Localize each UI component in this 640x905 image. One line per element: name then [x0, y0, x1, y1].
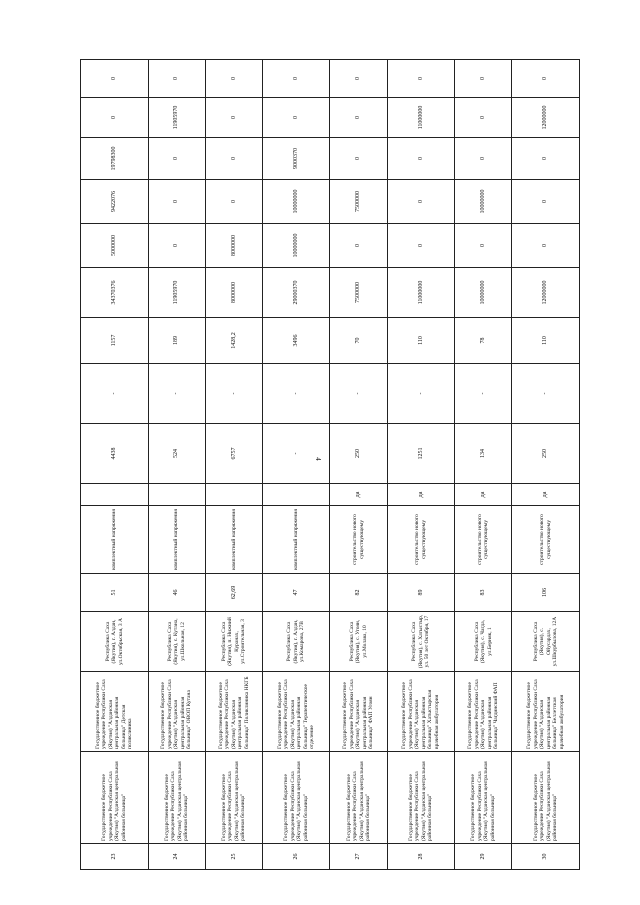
cell-operator: Государственное бюджетное учреждение Республики Саха (Якутия) "Алданская центральная районная больница" Детская поликлиника	[81, 672, 149, 752]
cell-address: Республика Саха (Якутия), с. Хатыстыр, ул. 50 лет Октября, 17	[387, 612, 455, 672]
cell-h: 0	[205, 98, 262, 138]
cell-g: 0	[148, 138, 205, 180]
cell-b: -	[205, 364, 262, 424]
cell-operator: Государственное бюджетное учреждение Республики Саха (Якутия) "Алданская центральная районная больница" ОВОП Кутана	[148, 672, 205, 752]
cell-d: 12000000	[512, 268, 580, 318]
cell-e: 0	[330, 224, 387, 268]
cell-f: 10000000	[262, 180, 330, 224]
cell-b: -	[387, 364, 455, 424]
cell-customer: Государственное бюджетное учреждение Республики Саха (Якутия) "Алданская центральная районная больница"	[512, 752, 580, 844]
cell-g: 0	[455, 138, 512, 180]
cell-work: комплектный напряжения	[148, 506, 205, 574]
cell-h: 0	[455, 98, 512, 138]
cell-lvl: да	[330, 484, 387, 506]
cell-n: 27	[330, 844, 387, 870]
cell-f: 0	[387, 180, 455, 224]
cell-n: 24	[148, 844, 205, 870]
table-row	[387, 60, 455, 870]
table-row	[330, 60, 387, 870]
rotated-table-container	[80, 60, 580, 870]
cell-f: 7500000	[330, 180, 387, 224]
cell-f: 10000000	[455, 180, 512, 224]
cell-customer: Государственное бюджетное учреждение Республики Саха (Якутия) "Алданская центральная районная больница"	[387, 752, 455, 844]
cell-d: 11000000	[387, 268, 455, 318]
cell-c: 70	[330, 318, 387, 364]
cell-c: 189	[148, 318, 205, 364]
page-number: 4	[313, 457, 322, 461]
cell-i: 0	[455, 60, 512, 98]
cell-h: 0	[262, 98, 330, 138]
cell-e: 10000000	[262, 224, 330, 268]
cell-f: 9422076	[81, 180, 149, 224]
cell-i: 0	[512, 60, 580, 98]
cell-work: строительство нового существующему	[455, 506, 512, 574]
cell-f: 0	[148, 180, 205, 224]
cell-g: 0	[387, 138, 455, 180]
cell-power: 83	[455, 574, 512, 612]
cell-f: 0	[205, 180, 262, 224]
cell-b: -	[148, 364, 205, 424]
cell-c: 110	[387, 318, 455, 364]
cell-n: 26	[262, 844, 330, 870]
cell-work: комплектный напряжения	[81, 506, 149, 574]
cell-h: 11000000	[387, 98, 455, 138]
document-sheet	[80, 60, 580, 870]
cell-d: 10000000	[455, 268, 512, 318]
cell-operator: Государственное бюджетное учреждение Республики Саха (Якутия) "Алданская центральная районная больница" Поликлиника НКГБ	[205, 672, 262, 752]
cell-i: 0	[262, 60, 330, 98]
cell-a: 134	[455, 424, 512, 484]
data-table	[80, 59, 580, 870]
cell-a: 250	[512, 424, 580, 484]
cell-c: 1157	[81, 318, 149, 364]
cell-n: 23	[81, 844, 149, 870]
cell-h: 11905970	[148, 98, 205, 138]
table-row	[455, 60, 512, 870]
cell-lvl: да	[387, 484, 455, 506]
cell-power: 106	[512, 574, 580, 612]
cell-c: 1428,2	[205, 318, 262, 364]
cell-b: -	[81, 364, 149, 424]
table-row	[205, 60, 262, 870]
cell-address: Республика Саха (Якутия), п. Нижний Куранах, ул.Строительная, 3	[205, 612, 262, 672]
table-row	[81, 60, 149, 870]
cell-a: 524	[148, 424, 205, 484]
cell-n: 30	[512, 844, 580, 870]
table-body	[81, 60, 580, 870]
cell-a: 1251	[387, 424, 455, 484]
cell-lvl: да	[512, 484, 580, 506]
cell-work: строительство нового существующему	[330, 506, 387, 574]
cell-b: -	[262, 364, 330, 424]
cell-address: Республика Саха (Якутия), г. Алдан, ул.Комарова, 27В	[262, 612, 330, 672]
cell-power: 46	[148, 574, 205, 612]
cell-n: 29	[455, 844, 512, 870]
cell-customer: Государственное бюджетное учреждение Республики Саха (Якутия) "Алданская центральная районная больница"	[205, 752, 262, 844]
cell-d: 34370376	[81, 268, 149, 318]
cell-c: 110	[512, 318, 580, 364]
cell-power: 89	[387, 574, 455, 612]
cell-work: комплектный напряжения	[262, 506, 330, 574]
cell-address: Республика Саха (Якутия), с. Ойусардах, ул.Шкурбылова, 12А	[512, 612, 580, 672]
cell-work: строительство нового существующему	[512, 506, 580, 574]
cell-customer: Государственное бюджетное учреждение Республики Саха (Якутия) "Алданская центральная районная больница"	[262, 752, 330, 844]
cell-customer: Государственное бюджетное учреждение Республики Саха (Якутия) "Алданская центральная районная больница"	[81, 752, 149, 844]
cell-n: 25	[205, 844, 262, 870]
cell-a: 250	[330, 424, 387, 484]
cell-lvl	[205, 484, 262, 506]
cell-i: 0	[148, 60, 205, 98]
cell-lvl	[148, 484, 205, 506]
cell-d: 11905970	[148, 268, 205, 318]
cell-a: -	[262, 424, 330, 484]
cell-customer: Государственное бюджетное учреждение Республики Саха (Якутия) "Алданская центральная районная больница"	[330, 752, 387, 844]
cell-g: 19798300	[81, 138, 149, 180]
cell-f: 0	[512, 180, 580, 224]
cell-n: 28	[387, 844, 455, 870]
cell-power: 62,69	[205, 574, 262, 612]
cell-d: 8000000	[205, 268, 262, 318]
cell-operator: Государственное бюджетное учреждение Республики Саха (Якутия) "Алданская центральная районная больница" ФАП Угоян	[330, 672, 387, 752]
table-row	[262, 60, 330, 870]
cell-h: 0	[81, 98, 149, 138]
cell-work: комплектный напряжения	[205, 506, 262, 574]
cell-operator: Государственное бюджетное учреждение Республики Саха (Якутия) "Алданская центральная районная больница" Хатыстырская врачебная амбулатория	[387, 672, 455, 752]
cell-g: 0	[205, 138, 262, 180]
cell-address: Республика Саха (Якутия), с. Угоян, ул.Молава, 10	[330, 612, 387, 672]
cell-e: 8000000	[205, 224, 262, 268]
cell-h: 0	[330, 98, 387, 138]
cell-i: 0	[205, 60, 262, 98]
cell-operator: Государственное бюджетное учреждение Республики Саха (Якутия) "Алданская центральная районная больница" Чагдинский ФАП	[455, 672, 512, 752]
cell-work: строительство нового существующему	[387, 506, 455, 574]
cell-d: 7500000	[330, 268, 387, 318]
cell-b: -	[512, 364, 580, 424]
cell-power: 82	[330, 574, 387, 612]
cell-address: Республика Саха (Якутия), с. Чагда, ул.Берняк, 1	[455, 612, 512, 672]
cell-lvl: да	[455, 484, 512, 506]
cell-b: -	[455, 364, 512, 424]
table-row	[512, 60, 580, 870]
cell-g: 0	[330, 138, 387, 180]
cell-lvl	[262, 484, 330, 506]
table-row	[148, 60, 205, 870]
cell-operator: Государственное бюджетное учреждение Республики Саха (Якутия) "Алданская центральная районная больница" Терапевтическое отделение	[262, 672, 330, 752]
cell-g: 0	[512, 138, 580, 180]
cell-a: 4438	[81, 424, 149, 484]
cell-lvl	[81, 484, 149, 506]
cell-i: 0	[387, 60, 455, 98]
cell-a: 6757	[205, 424, 262, 484]
cell-power: 47	[262, 574, 330, 612]
cell-e: 5000000	[81, 224, 149, 268]
cell-g: 9000370	[262, 138, 330, 180]
cell-address: Республика Саха (Якутия), с. Кутана, ул.Школьная, 12	[148, 612, 205, 672]
cell-i: 0	[81, 60, 149, 98]
cell-customer: Государственное бюджетное учреждение Республики Саха (Якутия) "Алданская центральная районная больница"	[455, 752, 512, 844]
cell-e: 0	[148, 224, 205, 268]
cell-d: 29000370	[262, 268, 330, 318]
cell-c: 78	[455, 318, 512, 364]
cell-i: 0	[330, 60, 387, 98]
cell-b: -	[330, 364, 387, 424]
cell-c: 3496	[262, 318, 330, 364]
cell-operator: Государственное бюджетное учреждение Республики Саха (Якутия) "Алданская центральная районная больница" Беллетская врачебная амбулатория	[512, 672, 580, 752]
cell-power: 51	[81, 574, 149, 612]
cell-address: Республика Саха (Якутия), г. Алдан, ул.Октябрьская, 3 А	[81, 612, 149, 672]
cell-h: 12000000	[512, 98, 580, 138]
cell-customer: Государственное бюджетное учреждение Республики Саха (Якутия) "Алданская центральная районная больница"	[148, 752, 205, 844]
cell-e: 0	[512, 224, 580, 268]
cell-e: 0	[455, 224, 512, 268]
cell-e: 0	[387, 224, 455, 268]
